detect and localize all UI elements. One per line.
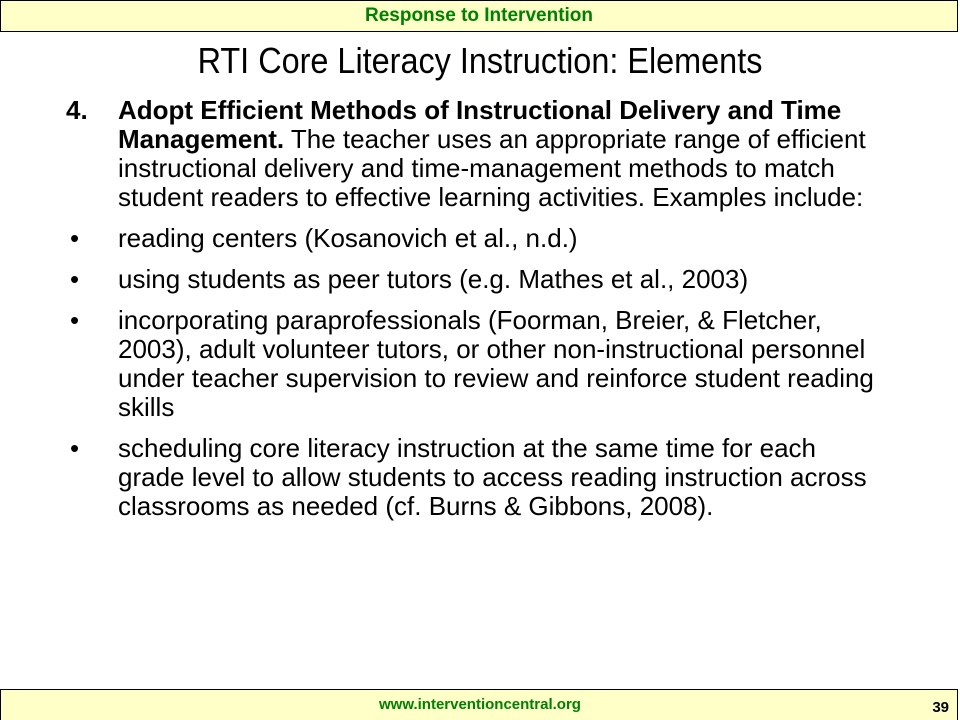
bullet-text: incorporating paraprofessionals (Foorman, Breier, & Fletcher, 2003), adult volunteer tutors, or other non-instructional personnel under teacher supervision to review and reinforce student reading skills: [118, 305, 874, 422]
bullet-icon: •: [70, 223, 80, 253]
slide-title: RTI Core Literacy Instruction: Elements: [197, 40, 763, 81]
top-banner: [0, 0, 958, 32]
numbered-item: [66, 96, 876, 212]
page-number: 39: [932, 699, 949, 716]
bullet-text: reading centers (Kosanovich et al., n.d.): [118, 223, 578, 253]
bullet-text: using students as peer tutors (e.g. Mathes et al., 2003): [118, 264, 749, 294]
bullet-item: [66, 434, 876, 521]
item-heading: Adopt Efficient Methods of Instructional Delivery and Time Management.: [118, 95, 842, 154]
item-number: 4.: [66, 95, 88, 125]
bullet-icon: •: [70, 433, 80, 463]
bullet-item: [66, 265, 876, 294]
bullet-icon: •: [70, 305, 80, 335]
bullet-icon: •: [70, 264, 80, 294]
bullet-item: [66, 306, 876, 422]
bullet-text: scheduling core literacy instruction at the same time for each grade level to allow students to access reading instruction across classrooms as needed (cf. Burns & Gibbons, 2008).: [118, 433, 867, 521]
item-body: The teacher uses an appropriate range of efficient instructional delivery and time-management methods to match student readers to effective learning activities. Examples include:: [118, 124, 866, 212]
banner-title: Response to Intervention: [364, 5, 594, 26]
slide-content: [66, 96, 876, 533]
bullet-item: [66, 224, 876, 253]
bottom-banner: [0, 689, 958, 720]
footer-url-link[interactable]: www.interventioncentral.org: [379, 696, 581, 713]
